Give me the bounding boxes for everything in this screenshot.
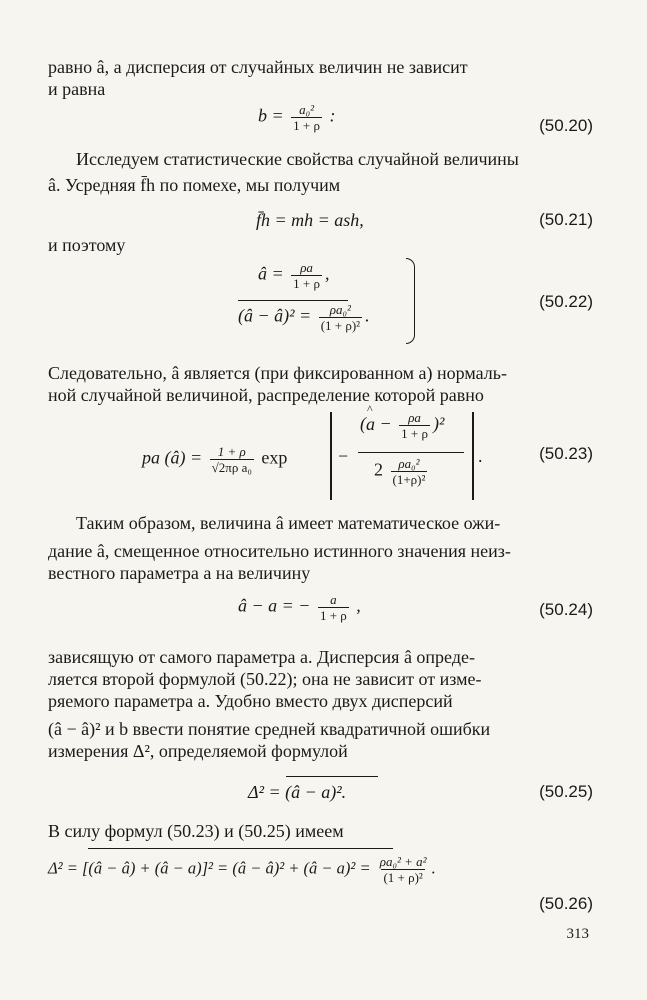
equation-50-25 (48, 776, 593, 816)
text-line-14: (â − â)² и b ввести понятие средней квадратичной ошибки (48, 719, 491, 739)
text-line-11: зависящую от самого параметра a. Дисперсия â опреде- (48, 647, 475, 667)
equation-50-23: pa (â) = $\frac{1 + \rho}{\text{√2πρ a₀}}$ exp − (^ a − $\frac{\rho a}{1 + \rho}$ )² 2 $\frac{\text{ρa₀²}}{\text{(1+ρ)²}}$ . (50.23) (48, 410, 593, 504)
text-line-8: Таким образом, величина â имеет математическое ожи- (76, 513, 501, 533)
equation-50-22-variance: (â − â)² = $\frac{\text{ρa₀²}}{\text{(1 + ρ)²}}$ . (238, 302, 370, 333)
equation-50-22-mean: â = $\frac{\rho a}{1 + \rho}$ , (258, 260, 330, 291)
overline (286, 776, 378, 777)
equation-50-25-formula: Δ² = (â − a)². (248, 782, 347, 802)
text-line-15: измерения Δ², определяемой формулой (48, 741, 348, 761)
equation-50-20-formula: b = $\frac{\text{a₀²}}{1 + \rho}$ : (258, 102, 336, 133)
equation-50-23-lhs: pa (â) = $\frac{1 + \rho}{\text{√2πρ a₀}}$ exp (142, 444, 288, 475)
equation-number: (50.22) (539, 292, 593, 311)
text-line-2: и равна (48, 79, 106, 99)
fraction-bar (358, 452, 464, 453)
text-line-5: и поэтому (48, 235, 126, 255)
overline (88, 848, 320, 849)
right-brace (406, 258, 415, 344)
equation-50-24 (48, 590, 593, 630)
equation-number: (50.20) (539, 116, 593, 135)
equation-50-20 (48, 100, 593, 140)
text-line-1-content: равно â, а дисперсия от случайных величин не зависит (48, 57, 468, 77)
text-line-1 (48, 56, 593, 78)
equation-number: (50.23) (539, 444, 593, 463)
text-line-16: В силу формул (50.23) и (50.25) имеем (48, 821, 344, 841)
text-line-12: ляется второй формулой (50.22); она не зависит от изме- (48, 669, 482, 689)
text-line-6: Следовательно, â является (при фиксированном a) нормаль- (48, 363, 507, 383)
equation-50-22 (48, 258, 593, 348)
equation-50-23-exponent: (^ a − $\frac{\rho a}{1 + \rho}$ )² (360, 410, 444, 441)
text-line-3: Исследуем статистические свойства случайной величины (76, 149, 519, 169)
equation-50-26 (48, 848, 593, 918)
equation-number: (50.21) (539, 210, 593, 229)
equation-50-26-formula: Δ² = [(â − â) + (â − a)]² = (â − â)² + (â − a)² = $\frac{\text{ρa₀² + a²}}{\text{(1 + ρ)²}}$ . (48, 854, 436, 885)
overline (303, 848, 393, 849)
right-brace (472, 412, 474, 500)
equation-number: (50.25) (539, 782, 593, 801)
text-line-13: ряемого параметра a. Удобно вместо двух дисперсий (48, 691, 453, 711)
page-number: 313 (566, 926, 589, 942)
text-line-4: â. Усредняя f̄h по помехе, мы получим (48, 175, 341, 195)
text-line-10: вестного параметра a на величину (48, 563, 311, 583)
equation-number: (50.24) (539, 600, 593, 619)
overline (238, 300, 348, 301)
equation-number: (50.26) (539, 894, 593, 913)
left-brace (330, 412, 332, 500)
text-line-9: дание â, смещенное относительно истинного значения неиз- (48, 541, 511, 561)
equation-50-24-formula: â − a = − $\frac{a}{1 + \rho}$ , (238, 592, 361, 623)
text-line-7: ной случайной величиной, распределение которой равно (48, 385, 484, 405)
equation-50-21-formula: f̄h = mh = ash, (256, 210, 364, 230)
